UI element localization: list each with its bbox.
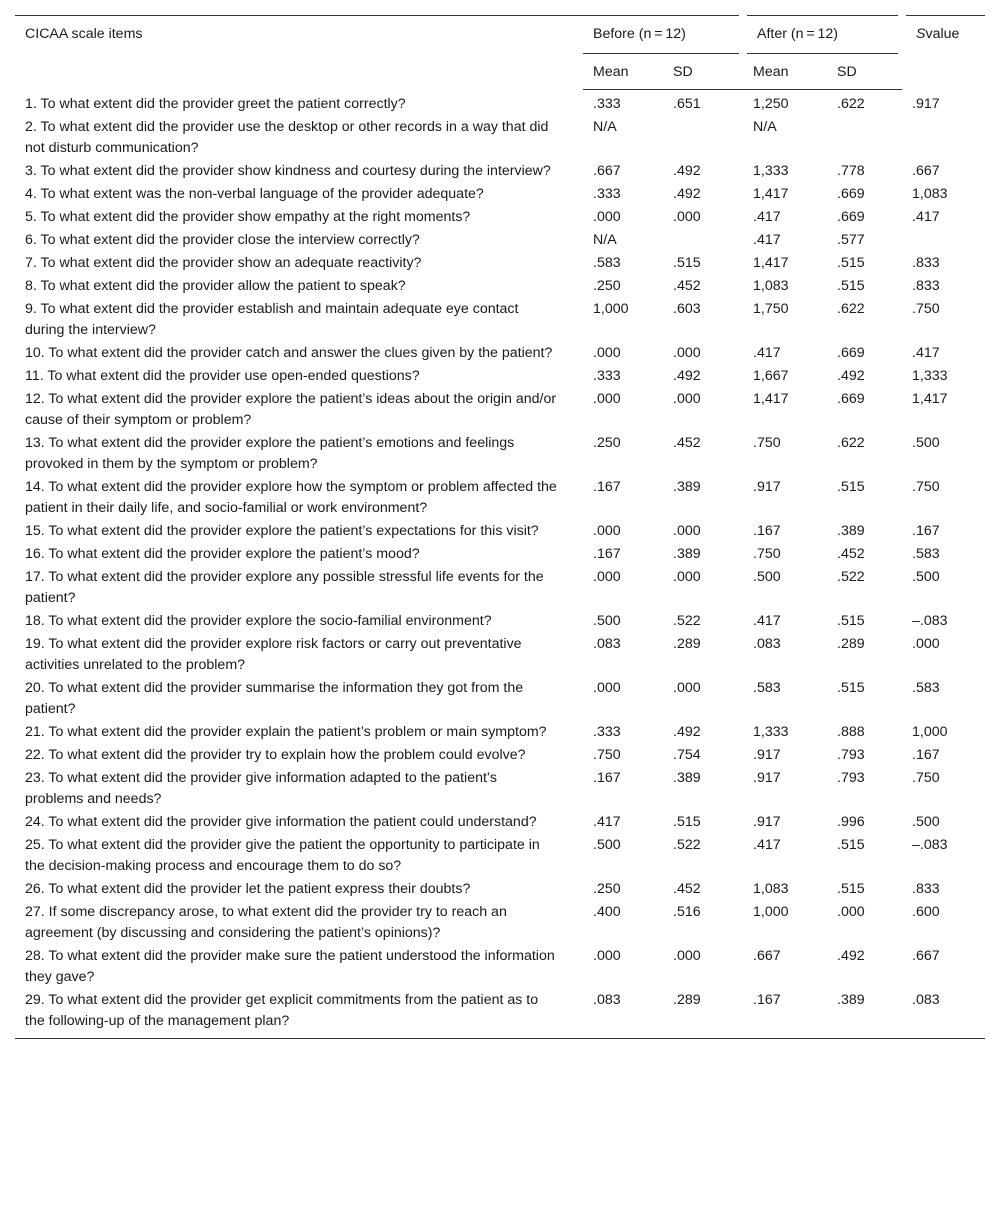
cell-after-mean: 1,333	[753, 724, 789, 740]
cell-after-sd: .669	[837, 209, 865, 225]
cell-before-sd: .452	[673, 435, 701, 451]
cell-s-value: .500	[912, 814, 940, 830]
cell-s-value: 1,333	[912, 368, 948, 384]
table-row	[15, 520, 985, 543]
cell-item: 11. To what extent did the provider use open-ended questions?	[25, 368, 420, 384]
cell-after-mean: .417	[753, 345, 781, 361]
table-row	[15, 229, 985, 252]
table-row	[15, 342, 985, 365]
cell-s-value: 1,083	[912, 186, 948, 202]
cell-after-mean: .917	[753, 479, 781, 495]
table-row	[15, 878, 985, 901]
table-row	[15, 388, 985, 432]
cell-s-value: .750	[912, 479, 940, 495]
cell-before-mean: 1,000	[593, 301, 629, 317]
table-row	[15, 633, 985, 677]
cell-item: 1. To what extent did the provider greet the patient correctly?	[25, 95, 406, 112]
cell-item: 24. To what extent did the provider give information the patient could understand?	[25, 814, 537, 830]
cell-before-sd: .000	[673, 391, 701, 407]
cell-before-sd: .389	[673, 770, 701, 786]
cell-after-mean: .083	[753, 636, 781, 652]
cell-after-sd: .669	[837, 391, 865, 407]
table-row	[15, 90, 985, 117]
cell-before-mean: .167	[593, 770, 621, 786]
cell-after-sd: .000	[837, 904, 865, 920]
cell-item: 17. To what extent did the provider explore any possible stressful life events for the patient?	[25, 569, 544, 606]
cell-s-value: .083	[902, 989, 985, 1039]
cell-after-sd: .577	[837, 232, 865, 248]
cell-s-value: –.083	[912, 613, 948, 629]
cell-after-mean: .167	[743, 989, 827, 1039]
cell-before-sd: .452	[673, 278, 701, 294]
table-body	[15, 90, 985, 1039]
cell-after-mean: 1,250	[753, 96, 789, 112]
cell-s-value: .417	[912, 209, 940, 225]
cell-after-sd: .622	[837, 435, 865, 451]
cell-s-value: .583	[912, 680, 940, 696]
cell-s-value	[902, 116, 985, 160]
cell-before-mean: .000	[593, 948, 621, 964]
cell-after-sd: .289	[837, 636, 865, 652]
cell-before-mean: .500	[593, 837, 621, 853]
cell-after-sd: .622	[837, 301, 865, 317]
table-row	[15, 677, 985, 721]
table-row	[15, 834, 985, 878]
cell-after-mean: .917	[753, 770, 781, 786]
cell-before-sd: .515	[673, 814, 701, 830]
cell-s-value: .000	[912, 636, 940, 652]
cell-after-sd: .793	[837, 747, 865, 763]
cell-item: 27. If some discrepancy arose, to what extent did the provider try to reach an agreement (by discussing and considering the patient’s opinions)?	[25, 904, 507, 941]
cell-after-mean: 1,667	[753, 368, 789, 384]
cell-before-mean: .583	[593, 255, 621, 271]
cell-item: 8. To what extent did the provider allow the patient to speak?	[25, 278, 406, 294]
cell-before-mean: .000	[593, 345, 621, 361]
cell-before-sd: .000	[673, 345, 701, 361]
cell-before-mean: .750	[593, 747, 621, 763]
cell-item: 21. To what extent did the provider explain the patient’s problem or main symptom?	[25, 724, 547, 740]
table-row	[15, 901, 985, 945]
header-s-value	[902, 16, 985, 90]
cell-after-mean: 1,083	[753, 881, 789, 897]
cell-after-sd: .778	[837, 163, 865, 179]
cell-item: 22. To what extent did the provider try to explain how the problem could evolve?	[25, 747, 526, 763]
cell-before-mean: .333	[593, 368, 621, 384]
table-row	[15, 945, 985, 989]
cell-after-sd: .669	[837, 345, 865, 361]
header-row-groups	[15, 16, 985, 54]
table-row	[15, 206, 985, 229]
table-row	[15, 275, 985, 298]
cell-after-mean: 1,000	[753, 904, 789, 920]
cell-item: 9. To what extent did the provider establish and maintain adequate eye contact during the interview?	[25, 301, 519, 338]
cell-s-value	[902, 229, 985, 252]
cell-s-value: .833	[912, 255, 940, 271]
cell-s-value: .750	[912, 301, 940, 317]
cell-before-mean: N/A	[593, 232, 617, 248]
table-header	[15, 16, 985, 90]
cell-s-value: .833	[912, 278, 940, 294]
cell-s-value: .667	[912, 163, 940, 179]
cell-before-mean: .000	[593, 209, 621, 225]
cell-before-mean: .000	[593, 523, 621, 539]
cell-after-mean: 1,083	[753, 278, 789, 294]
table-row	[15, 811, 985, 834]
cell-after-sd: .622	[837, 96, 865, 112]
cell-before-sd: .516	[673, 904, 701, 920]
cell-after-mean: N/A	[753, 119, 777, 135]
table-row	[15, 744, 985, 767]
cell-after-mean: 1,333	[753, 163, 789, 179]
cell-before-mean: .000	[593, 391, 621, 407]
cell-s-value: .667	[912, 948, 940, 964]
cell-item: 6. To what extent did the provider close the interview correctly?	[25, 232, 420, 248]
cell-after-mean: .750	[753, 435, 781, 451]
cell-before-mean: .333	[593, 724, 621, 740]
cell-after-sd: .492	[837, 948, 865, 964]
cell-item: 10. To what extent did the provider catch and answer the clues given by the patient?	[25, 345, 553, 361]
table-row	[15, 432, 985, 476]
cell-before-sd: .754	[673, 747, 701, 763]
table-row	[15, 298, 985, 342]
cell-before-sd: .389	[673, 479, 701, 495]
cicaa-results-table	[15, 15, 985, 1039]
cell-before-sd: .289	[663, 989, 743, 1039]
cell-before-mean: .417	[593, 814, 621, 830]
cell-after-sd: .515	[837, 680, 865, 696]
cell-after-mean: .917	[753, 814, 781, 830]
cell-s-value: .167	[912, 523, 940, 539]
cell-after-mean: .417	[753, 209, 781, 225]
cell-before-sd: .452	[673, 881, 701, 897]
cell-after-sd: .996	[837, 814, 865, 830]
cell-before-mean: N/A	[593, 119, 617, 135]
cell-s-value: .167	[912, 747, 940, 763]
cell-before-sd: .603	[673, 301, 701, 317]
cell-before-mean: .333	[593, 96, 621, 112]
cell-after-mean: .167	[753, 523, 781, 539]
cell-item: 28. To what extent did the provider make sure the patient understood the information they gave?	[25, 948, 555, 985]
cell-after-sd: .389	[837, 523, 865, 539]
cell-item: 25. To what extent did the provider give the patient the opportunity to participate in the decision-making process and encourage them to do so?	[25, 837, 540, 874]
cell-before-mean: .083	[583, 989, 663, 1039]
cell-before-mean: .500	[593, 613, 621, 629]
cell-item: 23. To what extent did the provider give information adapted to the patient’s problems and needs?	[25, 770, 497, 807]
table-row	[15, 183, 985, 206]
table-row	[15, 160, 985, 183]
cell-after-mean: 1,417	[753, 186, 789, 202]
cell-after-mean: .917	[753, 747, 781, 763]
cell-s-value: 1,417	[912, 391, 948, 407]
header-s-suffix: value	[925, 26, 960, 42]
cell-before-sd: .651	[673, 96, 701, 112]
cell-before-sd: .492	[673, 163, 701, 179]
cell-before-sd: .289	[673, 636, 701, 652]
cell-item: 2. To what extent did the provider use the desktop or other records in a way that did not disturb communication?	[25, 119, 549, 156]
cell-after-sd: .793	[837, 770, 865, 786]
cell-before-sd: .492	[673, 368, 701, 384]
cell-after-sd: .669	[837, 186, 865, 202]
cell-after-sd: .389	[827, 989, 902, 1039]
cell-before-mean: .000	[593, 680, 621, 696]
cell-after-sd: .522	[837, 569, 865, 585]
cell-s-value: –.083	[912, 837, 948, 853]
cell-s-value: .500	[912, 435, 940, 451]
cell-after-sd: .515	[837, 255, 865, 271]
cell-before-sd: .522	[673, 837, 701, 853]
cell-item: 3. To what extent did the provider show kindness and courtesy during the interview?	[25, 163, 551, 179]
cell-before-sd: .000	[673, 523, 701, 539]
cell-before-mean: .167	[593, 546, 621, 562]
cell-s-value: .917	[912, 95, 940, 112]
table-row	[15, 610, 985, 633]
cell-item: 4. To what extent was the non-verbal language of the provider adequate?	[25, 186, 484, 202]
cell-item: 18. To what extent did the provider explore the socio-familial environment?	[25, 613, 492, 629]
cell-s-value: .750	[912, 770, 940, 786]
cell-before-mean: .250	[593, 435, 621, 451]
cell-item: 13. To what extent did the provider explore the patient’s emotions and feelings provoked in them by the symptom or problem?	[25, 435, 515, 472]
header-before-sd: SD	[663, 54, 743, 90]
header-before-group: Before (n = 12)	[583, 16, 743, 54]
cell-before-mean: .250	[593, 881, 621, 897]
table-row	[15, 252, 985, 275]
cell-before-mean: .333	[593, 186, 621, 202]
table-row	[15, 767, 985, 811]
cell-s-value: .500	[912, 569, 940, 585]
header-s-letter: S	[916, 26, 926, 42]
cell-s-value: 1,000	[912, 724, 948, 740]
table-row	[15, 365, 985, 388]
cell-before-sd: .515	[673, 255, 701, 271]
cell-item: 12. To what extent did the provider explore the patient’s ideas about the origin and/or cause of their symptom or problem?	[25, 391, 557, 428]
cell-s-value: .583	[912, 546, 940, 562]
cell-before-sd: .492	[673, 724, 701, 740]
cell-after-sd: .515	[837, 278, 865, 294]
cell-after-sd: .515	[837, 479, 865, 495]
cell-before-sd: .000	[673, 209, 701, 225]
cell-after-mean: 1,417	[753, 255, 789, 271]
header-before-mean: Mean	[583, 54, 663, 90]
cell-after-mean: .417	[753, 613, 781, 629]
cell-before-mean: .167	[593, 479, 621, 495]
cell-item: 20. To what extent did the provider summarise the information they got from the patient?	[25, 680, 524, 717]
results-table-container	[15, 15, 985, 1039]
header-after-sd: SD	[827, 54, 902, 90]
cell-after-mean: .667	[753, 948, 781, 964]
table-row	[15, 543, 985, 566]
cell-after-mean: .583	[753, 680, 781, 696]
cell-item: 14. To what extent did the provider explore how the symptom or problem affected the patient in their daily life, and socio-familial or work environment?	[25, 479, 557, 516]
cell-before-mean: .250	[593, 278, 621, 294]
cell-before-sd: .000	[673, 948, 701, 964]
cell-after-mean: .750	[753, 546, 781, 562]
cell-after-sd	[827, 116, 902, 160]
cell-before-mean: .083	[593, 636, 621, 652]
cell-before-sd	[663, 116, 743, 160]
cell-s-value: .417	[912, 345, 940, 361]
cell-after-sd: .888	[837, 724, 865, 740]
cell-before-sd: .492	[673, 186, 701, 202]
cell-before-mean: .000	[593, 569, 621, 585]
cell-item: 5. To what extent did the provider show empathy at the right moments?	[25, 209, 471, 225]
cell-after-sd: .515	[837, 613, 865, 629]
cell-s-value: .833	[912, 881, 940, 897]
cell-after-sd: .452	[837, 546, 865, 562]
header-after-group: After (n = 12)	[743, 16, 902, 54]
cell-after-mean: 1,750	[753, 301, 789, 317]
cell-after-mean: .500	[753, 569, 781, 585]
table-row	[15, 989, 985, 1039]
cell-after-mean: .417	[753, 837, 781, 853]
header-items: CICAA scale items	[15, 16, 583, 90]
cell-after-sd: .515	[837, 881, 865, 897]
cell-item: 26. To what extent did the provider let the patient express their doubts?	[25, 881, 471, 897]
cell-after-mean: 1,417	[753, 391, 789, 407]
cell-after-sd: .492	[837, 368, 865, 384]
cell-before-sd	[663, 229, 743, 252]
cell-item: 29. To what extent did the provider get explicit commitments from the patient as to the following-up of the management plan?	[15, 989, 583, 1039]
cell-item: 19. To what extent did the provider explore risk factors or carry out preventative activities unrelated to the problem?	[25, 636, 522, 673]
cell-before-mean: .667	[593, 163, 621, 179]
cell-s-value: .600	[912, 904, 940, 920]
table-row	[15, 721, 985, 744]
cell-before-sd: .522	[673, 613, 701, 629]
table-row	[15, 566, 985, 610]
cell-item: 15. To what extent did the provider explore the patient’s expectations for this visit?	[25, 523, 539, 539]
cell-before-sd: .389	[673, 546, 701, 562]
cell-item: 16. To what extent did the provider explore the patient’s mood?	[25, 546, 420, 562]
table-row	[15, 476, 985, 520]
cell-item: 7. To what extent did the provider show an adequate reactivity?	[25, 255, 422, 271]
cell-after-sd: .515	[837, 837, 865, 853]
cell-before-mean: .400	[593, 904, 621, 920]
cell-after-mean: .417	[753, 232, 781, 248]
table-row	[15, 116, 985, 160]
header-after-mean: Mean	[743, 54, 827, 90]
cell-before-sd: .000	[673, 680, 701, 696]
cell-before-sd: .000	[673, 569, 701, 585]
